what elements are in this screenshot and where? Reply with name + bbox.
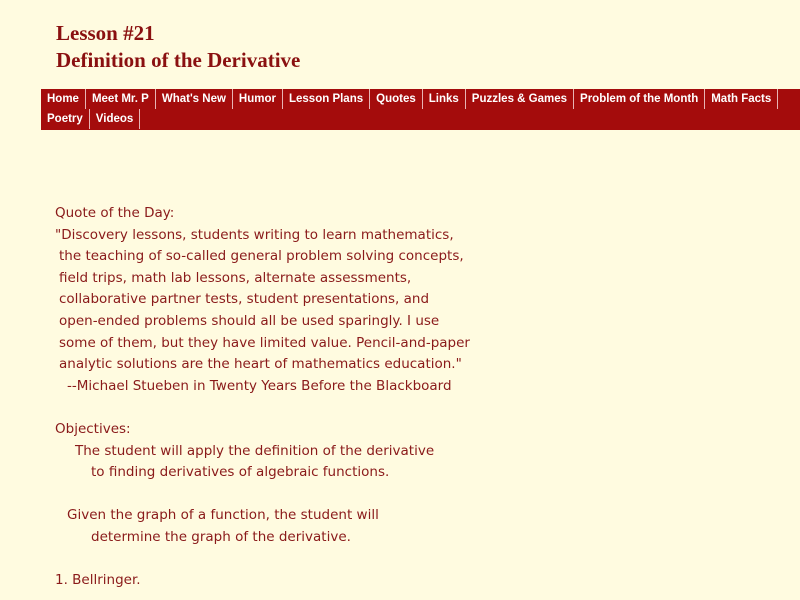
nav-humor[interactable]: Humor xyxy=(233,89,283,109)
nav-home[interactable]: Home xyxy=(41,89,86,109)
main-navigation xyxy=(41,89,800,130)
nav-puzzles-games[interactable]: Puzzles & Games xyxy=(466,89,574,109)
quote-of-the-day xyxy=(55,203,755,397)
lesson-number: Lesson #21 xyxy=(56,21,155,45)
lesson-steps xyxy=(55,570,755,592)
spacer xyxy=(55,484,755,506)
objective-2-line-2: determine the graph of the derivative. xyxy=(91,528,351,545)
quote-line: collaborative partner tests, student presentations, and xyxy=(59,291,430,308)
objectives xyxy=(55,419,755,549)
nav-quotes[interactable]: Quotes xyxy=(370,89,423,109)
quote-attribution: --Michael Stueben in Twenty Years Before the Blackboard xyxy=(67,377,452,394)
objectives-heading: Objectives: xyxy=(55,420,131,437)
nav-poetry[interactable]: Poetry xyxy=(41,109,90,129)
nav-problem-of-the-month[interactable]: Problem of the Month xyxy=(574,89,705,109)
nav-math-facts[interactable]: Math Facts xyxy=(705,89,778,109)
nav-lesson-plans[interactable]: Lesson Plans xyxy=(283,89,370,109)
quote-line: analytic solutions are the heart of mathematics education." xyxy=(59,356,462,373)
objective-1-line-1: The student will apply the definition of the derivative xyxy=(75,442,435,459)
step-bellringer: 1. Bellringer. xyxy=(55,572,141,589)
objective-2-line-1: Given the graph of a function, the student will xyxy=(67,507,379,524)
quote-line: field trips, math lab lessons, alternate assessments, xyxy=(59,269,412,286)
nav-row-2 xyxy=(41,109,140,129)
quote-line: "Discovery lessons, students writing to learn mathematics, xyxy=(55,226,454,243)
quote-heading: Quote of the Day: xyxy=(55,205,175,221)
quote-line: open-ended problems should all be used sparingly. I use xyxy=(59,312,440,329)
lesson-content xyxy=(55,203,755,592)
spacer xyxy=(55,397,755,419)
page-title: Definition of the Derivative xyxy=(56,48,301,72)
nav-links[interactable]: Links xyxy=(423,89,466,109)
nav-videos[interactable]: Videos xyxy=(90,109,141,129)
quote-line: the teaching of so-called general problem solving concepts, xyxy=(59,248,464,265)
quote-line: some of them, but they have limited value. Pencil-and-paper xyxy=(59,334,470,351)
spacer xyxy=(55,549,755,571)
objective-1-line-2: to finding derivatives of algebraic functions. xyxy=(91,464,390,481)
nav-whats-new[interactable]: What's New xyxy=(156,89,233,109)
nav-meet-mr-p[interactable]: Meet Mr. P xyxy=(86,89,156,109)
nav-row-1 xyxy=(41,89,778,109)
page-header xyxy=(56,20,300,74)
